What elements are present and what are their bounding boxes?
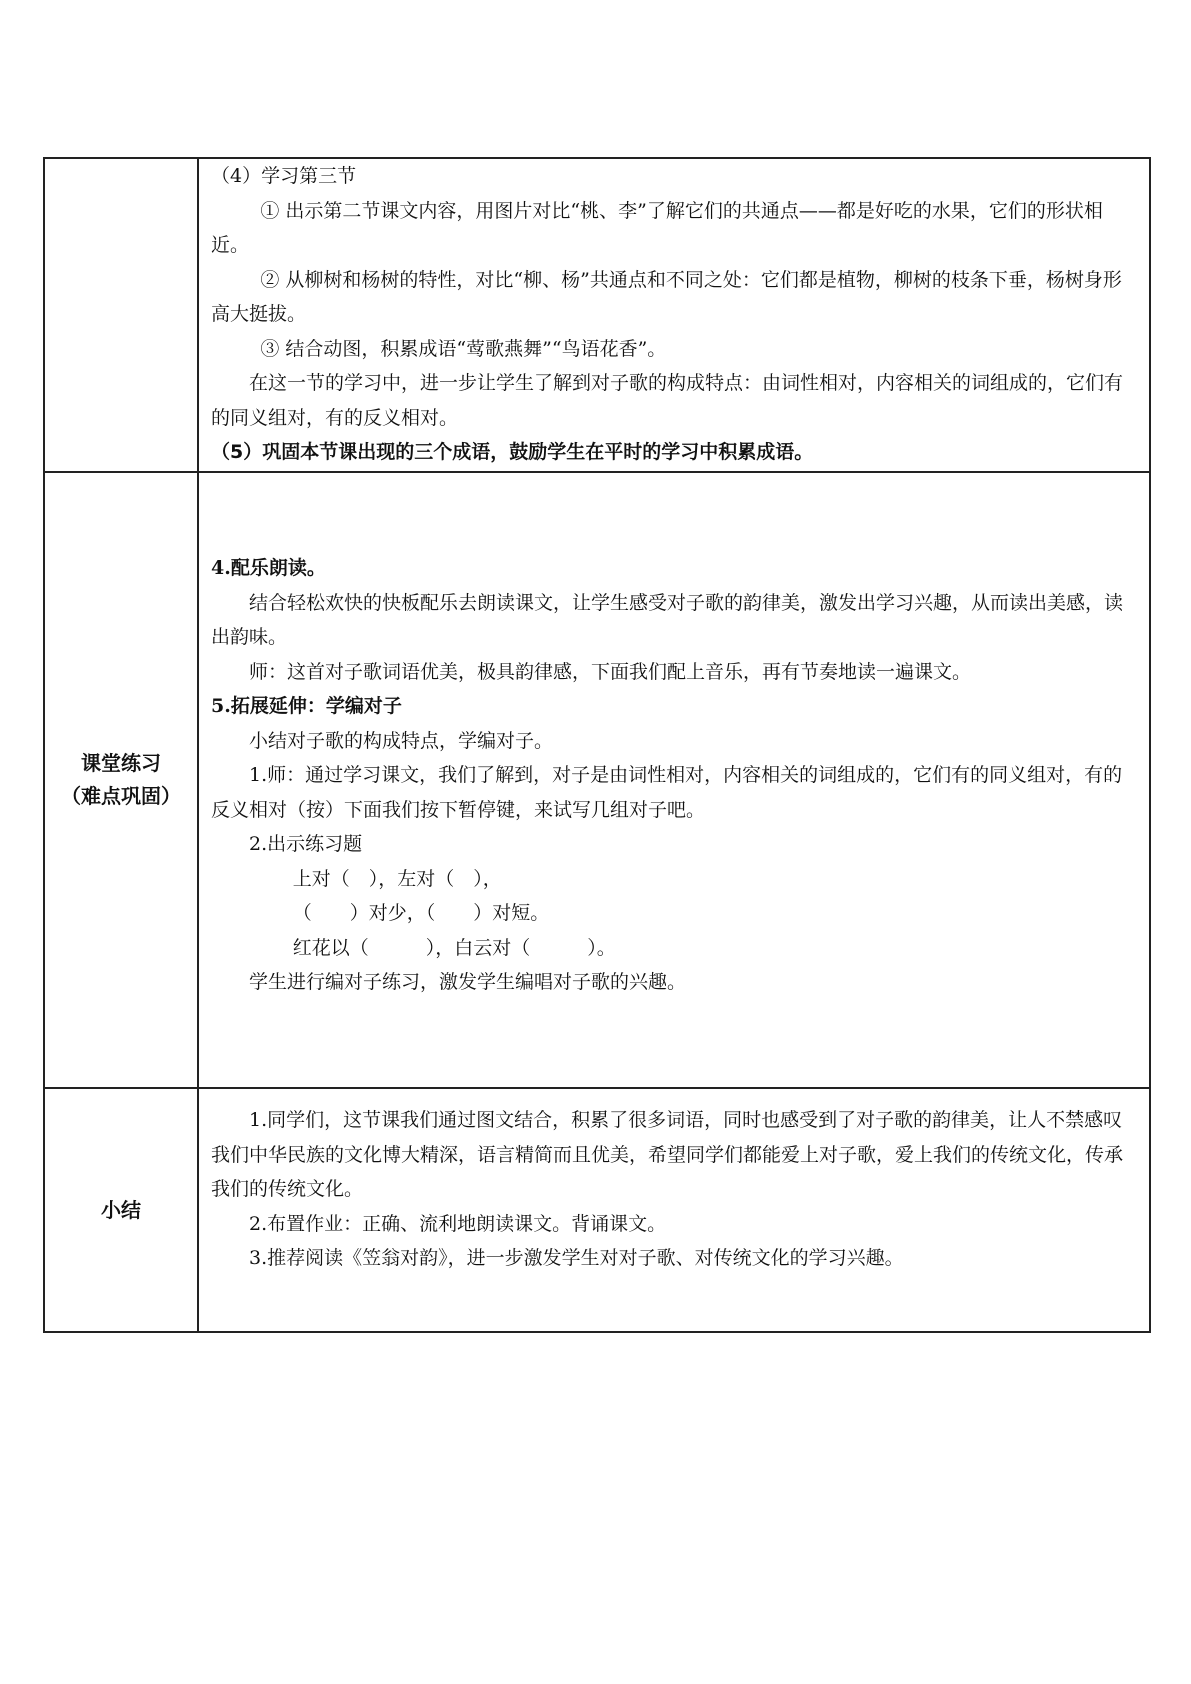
section-heading: 5.拓展延伸：学编对子: [211, 695, 402, 717]
exercise-line: 上对（ ），左对（ ），: [292, 867, 502, 890]
step-heading: （4）学习第三节: [211, 165, 357, 187]
list-item: ② 从柳树和杨树的特性，对比“柳、杨”共通点和不同之处：它们都是植物，柳树的枝条下垂，杨树身形高大挺拔。: [211, 268, 1122, 325]
table-row-summary: [44, 1088, 1150, 1332]
row-content-practice: [198, 472, 1150, 1088]
paragraph: 2.出示练习题: [249, 833, 363, 855]
paragraph: 结合轻松欢快的快板配乐去朗读课文，让学生感受对子歌的韵律美，激发出学习兴趣，从而读出美感，读出韵味。: [211, 591, 1124, 648]
paragraph: 1.同学们，这节课我们通过图文结合，积累了很多词语，同时也感受到了对子歌的韵律美，让人不禁感叹我们中华民族的文化博大精深，语言精简而且优美，希望同学们都能爱上对子歌，爱上我们的传统文化，传承我们的传统文化。: [211, 1109, 1124, 1200]
exercise-line: （ ）对少，（ ）对短。: [292, 902, 550, 924]
row-label-title: 课堂练习: [81, 751, 161, 775]
table-row-section3: [44, 158, 1150, 472]
row-content-section3: [198, 158, 1150, 472]
table-row-practice: [44, 472, 1150, 1088]
paragraph: 在这一节的学习中，进一步让学生了解到对子歌的构成特点：由词性相对，内容相关的词组成的，它们有的同义组对，有的反义相对。: [211, 372, 1124, 429]
row-content-summary: [198, 1088, 1150, 1332]
paragraph: 2.布置作业：正确、流利地朗读课文。背诵课文。: [249, 1212, 667, 1235]
paragraph: 学生进行编对子练习，激发学生编唱对子歌的兴趣。: [249, 971, 687, 993]
paragraph: 师：这首对子歌词语优美，极具韵律感，下面我们配上音乐，再有节奏地读一遍课文。: [249, 660, 972, 683]
row-label-empty: [44, 158, 198, 472]
section-heading: 4.配乐朗读。: [211, 557, 326, 579]
step-heading: （5）巩固本节课出现的三个成语，鼓励学生在平时的学习中积累成语。: [211, 441, 814, 463]
list-item: ① 出示第二节课文内容，用图片对比“桃、李”了解它们的共通点——都是好吃的水果，它们的形状相近。: [211, 199, 1103, 256]
list-item: ③ 结合动图，积累成语“莺歌燕舞”“鸟语花香”。: [260, 337, 667, 360]
exercise-line: 红花以（ ），白云对（ ）。: [292, 936, 616, 959]
row-label-practice: [44, 472, 198, 1088]
paragraph: 小结对子歌的构成特点，学编对子。: [249, 729, 554, 752]
paragraph: 3.推荐阅读《笠翁对韵》，进一步激发学生对对子歌、对传统文化的学习兴趣。: [249, 1247, 904, 1269]
row-label-summary: 小结: [44, 1088, 198, 1332]
paragraph: 1.师：通过学习课文，我们了解到，对子是由词性相对，内容相关的词组成的，它们有的同义组对，有的反义相对（按）下面我们按下暂停键，来试写几组对子吧。: [211, 764, 1123, 821]
row-label-subtitle: （难点巩固）: [61, 784, 181, 808]
lesson-plan-table: [43, 157, 1151, 1333]
